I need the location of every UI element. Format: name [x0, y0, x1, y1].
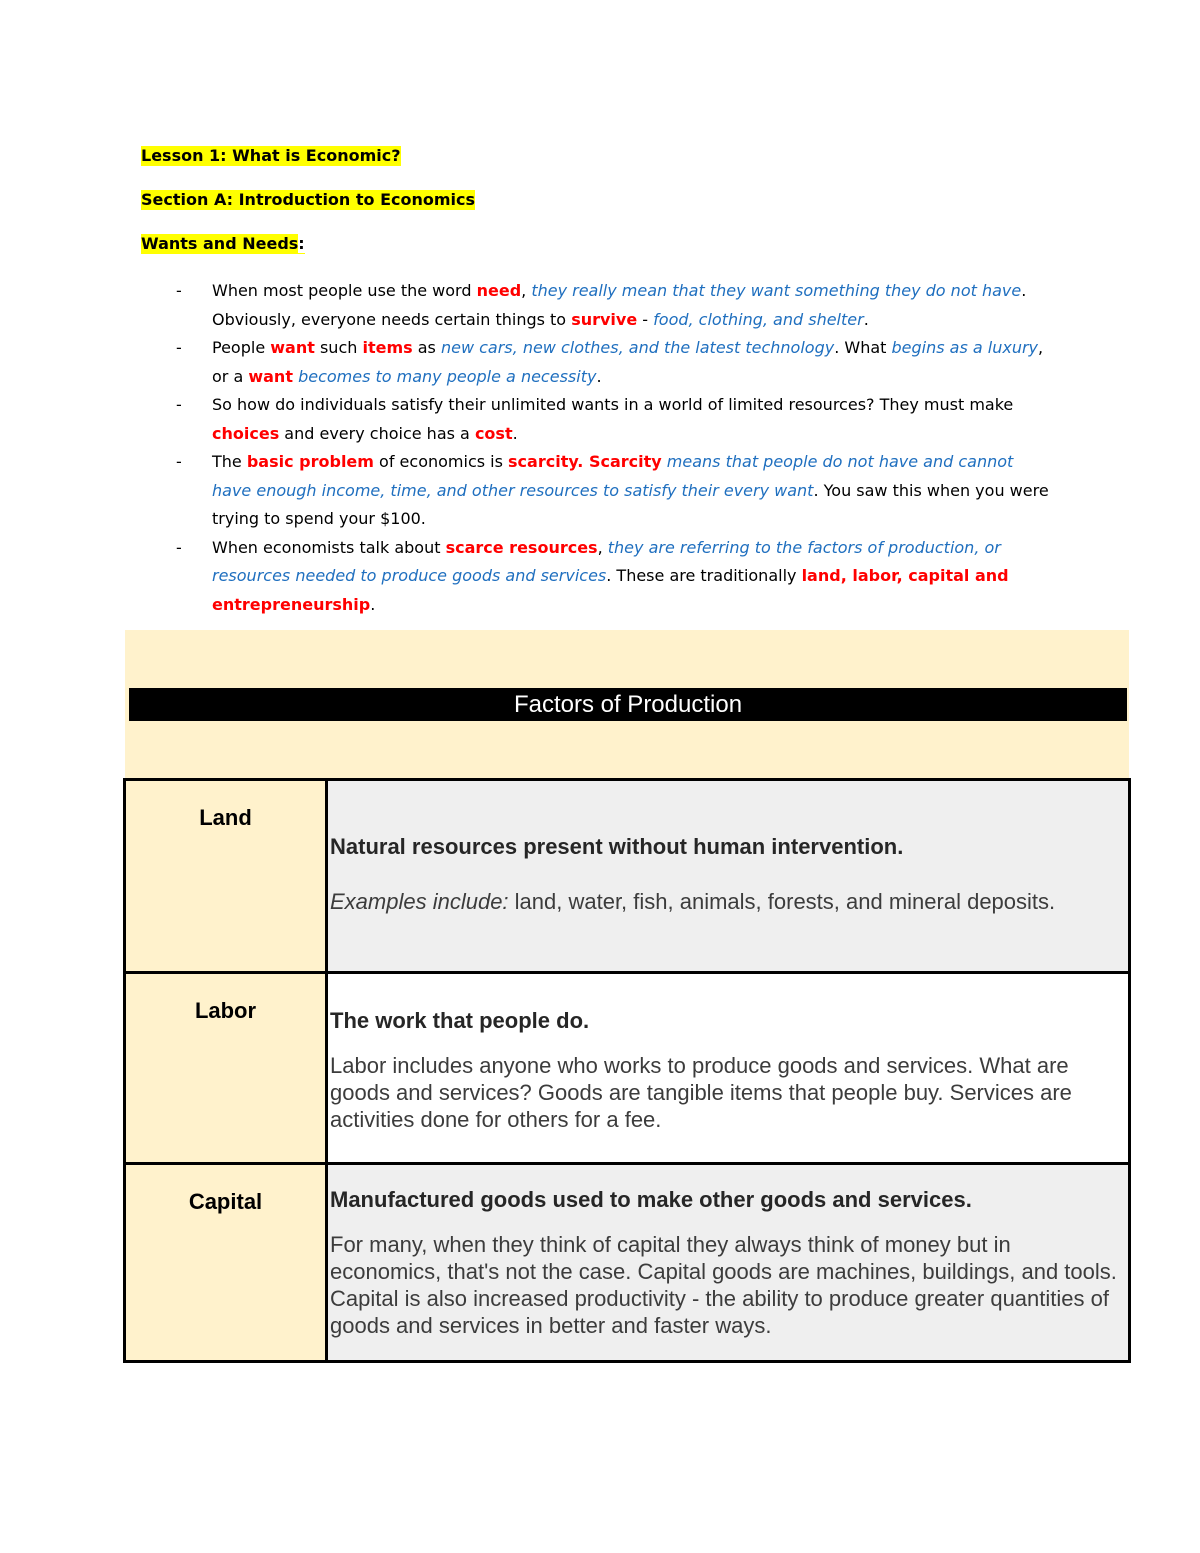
section-heading: Section A: Introduction to Economics — [141, 190, 476, 209]
table-row — [125, 973, 1130, 1164]
text-run: . What — [834, 338, 892, 357]
factor-example-label: Examples include: — [330, 889, 509, 914]
factor-name-text: Labor — [194, 998, 257, 1023]
bullet-marker: - — [176, 452, 182, 471]
topic-heading-text: Wants and Needs — [141, 234, 299, 253]
list-item-text — [212, 338, 1043, 386]
emphasis-definition: means that people do not have and cannot have enough income, time, and other resources to satisfy their every want — [212, 452, 1014, 500]
bullet-marker: - — [176, 281, 182, 300]
factors-title: Factors of Production — [129, 688, 1127, 721]
text-run: People — [212, 338, 271, 357]
emphasis-term: scarce resources — [445, 537, 598, 557]
topic-heading-colon: : — [298, 234, 305, 253]
bullet-marker: - — [176, 338, 182, 357]
factor-desc-land — [327, 780, 1130, 973]
list-item-text — [212, 395, 1013, 443]
text-run: , — [521, 281, 532, 300]
text-run: When economists talk about — [212, 537, 446, 557]
factor-detail: Labor includes anyone who works to produce goods and services. What are goods and services? Goods are tangible items that people buy. Services are activities done for others for a fee. — [330, 1053, 1072, 1132]
factor-headline: Manufactured goods used to make other goods and services. — [330, 1187, 972, 1212]
factor-name-text: Land — [199, 805, 252, 830]
wants-needs-list — [176, 277, 1056, 619]
emphasis-definition: food, clothing, and shelter — [653, 309, 864, 329]
text-run: . — [596, 366, 602, 386]
emphasis-definition: new cars, new clothes, and the latest technology — [440, 338, 835, 357]
list-item — [176, 448, 1056, 534]
text-run: and every choice has a — [279, 423, 475, 443]
text-run: . Obviously, everyone needs certain things to — [212, 281, 1027, 329]
list-item-text — [212, 452, 1049, 528]
lesson-heading: Lesson 1: What is Economic? — [141, 146, 401, 165]
text-run: . — [512, 423, 518, 443]
emphasis-term: land, labor, capital and entrepreneurship — [212, 566, 1009, 614]
list-item — [176, 277, 1056, 334]
factor-desc-capital — [327, 1164, 1130, 1362]
factor-name-capital — [125, 1164, 327, 1362]
text-run: such — [314, 338, 363, 357]
text-run: So how do individuals satisfy their unlimited wants in a world of limited resources? They must make — [212, 395, 1014, 414]
factor-name-labor — [125, 973, 327, 1164]
factor-name-land — [125, 780, 327, 973]
factor-desc-labor — [327, 973, 1130, 1164]
text-run: , or a — [212, 338, 1044, 386]
list-item-text — [212, 538, 1009, 614]
emphasis-term: items — [362, 338, 413, 357]
text-run: . You saw this when you were trying to spend your $100. — [212, 480, 1049, 528]
table-row — [125, 1164, 1130, 1362]
factor-headline: The work that people do. — [330, 1008, 590, 1033]
emphasis-definition: begins as a luxury — [891, 338, 1039, 357]
text-run: . — [863, 309, 869, 329]
text-run: - — [637, 309, 654, 329]
text-run: . These are traditionally — [606, 566, 802, 585]
text-run: The — [212, 452, 247, 471]
emphasis-definition: they are referring to the factors of production, or resources needed to produce goods and services — [212, 537, 1001, 585]
list-item — [176, 334, 1056, 391]
factor-detail: For many, when they think of capital they always think of money but in economics, that's not the case. Capital goods are machines, buildings, and tools. Capital is also increased productivity - the ability to produce greater quantities of goods and services in better and faster ways. — [330, 1232, 1117, 1338]
emphasis-definition: becomes to many people a necessity — [298, 366, 597, 386]
factor-example-text: land, water, fish, animals, forests, and mineral deposits. — [508, 889, 1056, 914]
topic-heading — [141, 234, 305, 254]
bullet-marker: - — [176, 395, 182, 414]
table-row — [125, 780, 1130, 973]
list-item — [176, 534, 1056, 620]
emphasis-definition: they really mean that they want something they do not have — [531, 281, 1022, 300]
factors-table — [123, 778, 1131, 1363]
text-run: . — [370, 594, 376, 614]
text-run: When most people use the word — [212, 281, 477, 300]
text-run: , — [597, 537, 608, 557]
factor-headline: Natural resources present without human intervention. — [330, 834, 904, 859]
emphasis-term: basic problem — [246, 452, 374, 471]
list-item — [176, 391, 1056, 448]
emphasis-term: want — [248, 366, 293, 386]
emphasis-term: choices — [212, 423, 280, 443]
factor-name-text: Capital — [188, 1189, 263, 1214]
emphasis-term: cost — [474, 423, 513, 443]
emphasis-term: want — [270, 338, 315, 357]
factor-detail — [330, 888, 1128, 915]
list-item-text — [212, 281, 1026, 329]
emphasis-term: need — [476, 281, 522, 300]
text-run: as — [412, 338, 441, 357]
text-run: of economics is — [373, 452, 509, 471]
bullet-marker: - — [176, 537, 182, 557]
emphasis-term: survive — [571, 309, 638, 329]
emphasis-term: scarcity. Scarcity — [508, 452, 662, 471]
